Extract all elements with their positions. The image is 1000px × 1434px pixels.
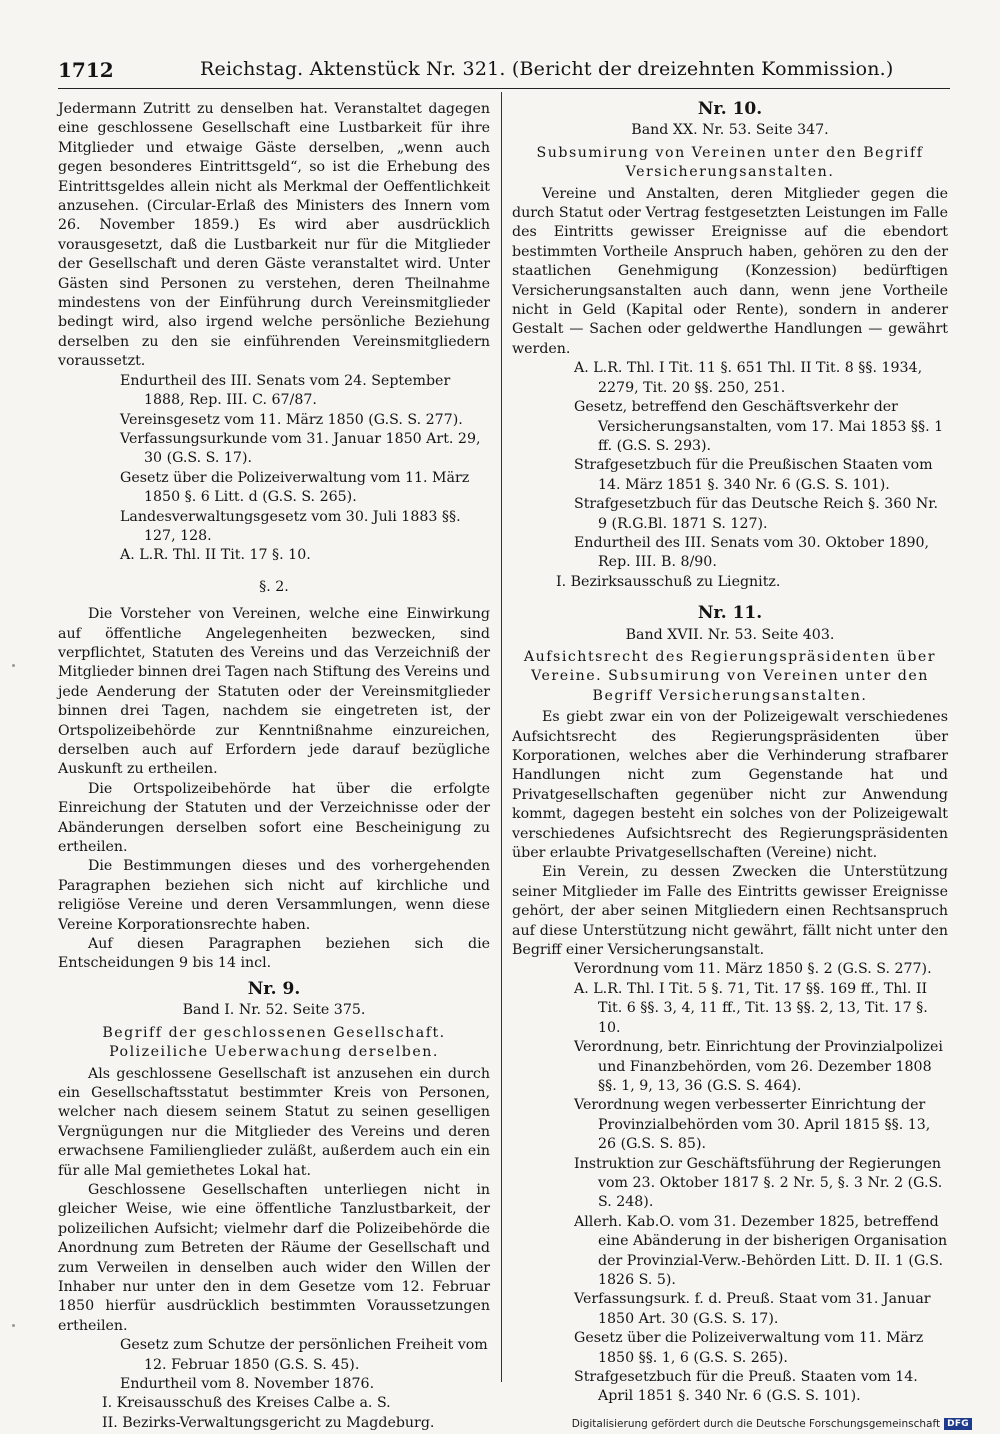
reference: Endurtheil vom 8. November 1876.	[120, 1376, 375, 1392]
margin-mark	[12, 1324, 15, 1327]
reference: Allerh. Kab.O. vom 31. Dezember 1825, betreffend eine Abänderung in der bisherigen Organisation der Provinzial-Verw.-Behörden Litt. D. II. 1 (G.S. 1826 S. 5).	[574, 1213, 948, 1288]
right-column	[512, 100, 948, 1407]
reference: Verfassungsurkunde vom 31. Januar 1850 Art. 29, 30 (G.S. S. 17).	[120, 430, 481, 467]
decision-subject: Subsumirung von Vereinen unter den Begriff Versicherungsanstalten.	[536, 144, 924, 181]
decision-heading: Nr. 11.	[697, 603, 763, 624]
intro-paragraph: Jedermann Zutritt zu denselben hat. Veranstaltet dagegen eine geschlossene Gesellschaft eine Lustbarkeit für ihre Mitglieder und etwaige Gäste derselben, „wenn auch gegen besonderes Eintrittsgeld“, so ist die Erhebung des Eintrittsgeldes allein nicht als Merkmal der Oeffentlichkeit anzusehen. (Circular-Erlaß des Ministers des Innern vom 26. November 1859.) Es wird aber ausdrücklich vorausgesetzt, daß die Lustbarkeit nur für die Mitglieder der Gesellschaft und deren Gäste veranstaltet wird. Unter Gästen sind Personen zu verstehen, deren Theilnahme mindestens von der Einführung durch Vereinsmitglieder bedingt wird, also irgend welche persönliche Beziehung derselben zu den sie einführenden Vereinsmitgliedern voraussetzt.	[58, 101, 490, 370]
decision-paragraph: Vereine und Anstalten, deren Mitglieder gegen die durch Statut oder Vertrag festgesetzten Leistungen im Falle des Eintritts gewisser Ereignisse auf die ebendort bestimmten Vortheile Anspruch haben, gehören zu den der staatlichen Genehmigung (Konzession) bedürftigen Versicherungsanstalten auch dann, wenn jene Vortheile nicht in Geld (Kapital oder Rente), sondern in anderer Gestalt — Sachen oder geldwerthe Handlungen — gewährt werden.	[512, 185, 948, 357]
reference: A. L.R. Thl. I Tit. 5 §. 71, Tit. 17 §§. 169 ff., Thl. II Tit. 6 §§. 3, 4, 11 ff., Tit. 13 §§. 2, 13, Tit. 17 §. 10.	[574, 980, 928, 1036]
section-label: §. 2.	[259, 578, 289, 595]
instance: II. Bezirks-Verwaltungsgericht zu Magdeburg.	[102, 1414, 435, 1431]
reference: Gesetz über die Polizeiverwaltung vom 11. März 1850 §. 6 Litt. d (G.S. S. 265).	[120, 469, 470, 506]
section-paragraph: Auf diesen Paragraphen beziehen sich die Entscheidungen 9 bis 14 incl.	[58, 936, 490, 972]
footer-text: Digitalisierung gefördert durch die Deutsche Forschungsgemeinschaft	[571, 1418, 941, 1430]
left-column	[58, 100, 490, 1433]
decision-paragraph: Geschlossene Gesellschaften unterliegen nicht in gleicher Weise, wie eine öffentliche Tanzlustbarkeit, der polizeilichen Aufsicht; vielmehr darf die Polizeibehörde die Anordnung zum Betreten der Räume der Gesellschaft und zum Verweilen in denselben auch wider den Willen der Inhaber nur unter den in dem Gesetze vom 12. Februar 1850 hierfür ausdrücklich bestimmten Voraussetzungen ertheilen.	[58, 1181, 490, 1334]
decision-paragraph: Es giebt zwar ein von der Polizeigewalt verschiedenes Aufsichtsrecht des Regierungspräsidenten über Korporationen, welches aber die Verhinderung strafbarer Handlungen nicht zum Gegenstande hat und Privatgesellschaften gegenüber nicht zur Anwendung kommt, dagegen besteht ein solches von der Polizeigewalt verschiedenes Aufsichtsrecht des Regierungspräsidenten über erlaubte Privatgesellschaften (Vereine) nicht.	[512, 709, 948, 862]
reference: Gesetz über die Polizeiverwaltung vom 11. März 1850 §§. 1, 6 (G.S. S. 265).	[574, 1330, 924, 1366]
reference: Vereinsgesetz vom 11. März 1850 (G.S. S. 277).	[120, 411, 463, 428]
decision-subject: Begriff der geschlossenen Gesellschaft. Polizeiliche Ueberwachung derselben.	[102, 1024, 446, 1061]
section-paragraph: Die Bestimmungen dieses und des vorhergehenden Paragraphen beziehen sich nicht auf kirchliche und religiöse Vereine und deren Versammlungen, wenn diese Vereine Korporationsrechte haben.	[58, 858, 490, 933]
reference: Verordnung, betr. Einrichtung der Provinzialpolizei und Finanzbehörden, vom 26. Dezember 1808 §§. 1, 9, 13, 36 (G.S. S. 464).	[574, 1039, 943, 1094]
decision-heading: Nr. 10.	[697, 99, 763, 119]
decision-subject: Aufsichtsrecht des Regierungspräsidenten über Vereine. Subsumirung von Vereinen unter den Begriff Versicherungsanstalten.	[523, 648, 937, 704]
reference: Verfassungsurk. f. d. Preuß. Staat vom 31. Januar 1850 Art. 30 (G.S. S. 17).	[574, 1291, 931, 1327]
decision-band: Band XX. Nr. 53. Seite 347.	[631, 122, 829, 139]
decision-paragraph: Als geschlossene Gesellschaft ist anzusehen ein durch ein Gesellschaftsstatut bestimmter Kreis von Personen, welcher nach diesem seinem Statut zu seinen geselligen Vergnügungen nur die Mitglieder des Vereins und deren erwachsene Familienglieder zuläßt, außerdem auch ein ein für alle Mal gemiethetes Lokal hat.	[58, 1065, 490, 1179]
section-paragraph: Die Ortspolizeibehörde hat über die erfolgte Einreichung der Statuten und der Verzeichnisse oder der Abänderungen derselben sofort eine Bescheinigung zu ertheilen.	[58, 780, 490, 856]
decision-band: Band I. Nr. 52. Seite 375.	[182, 1002, 366, 1019]
reference: A. L.R. Thl. II Tit. 17 §. 10.	[120, 547, 311, 564]
reference: Gesetz, betreffend den Geschäftsverkehr der Versicherungsanstalten, vom 17. Mai 1853 §§. 1 ff. (G.S. S. 293).	[574, 399, 944, 454]
reference: Endurtheil des III. Senats vom 30. Oktober 1890, Rep. III. B. 8/90.	[574, 534, 930, 571]
dfg-logo-icon: DFG	[944, 1418, 972, 1430]
running-title: Reichstag. Aktenstück Nr. 321. (Bericht der dreizehnten Kommission.)	[200, 58, 894, 80]
reference: Endurtheil des III. Senats vom 24. September 1888, Rep. III. C. 67/87.	[120, 372, 451, 409]
reference: Instruktion zur Geschäftsführung der Regierungen vom 23. Oktober 1817 §. 2 Nr. 5, §. 3 Nr. 2 (G.S. S. 248).	[574, 1155, 943, 1211]
digitization-footer	[572, 1418, 972, 1430]
reference: Strafgesetzbuch für das Deutsche Reich §. 360 Nr. 9 (R.G.Bl. 1871 S. 127).	[574, 496, 939, 532]
reference: Gesetz zum Schutze der persönlichen Freiheit vom 12. Februar 1850 (G.S. S. 45).	[120, 1337, 488, 1373]
reference: Verordnung vom 11. März 1850 §. 2 (G.S. S. 277).	[574, 961, 932, 978]
column-divider	[501, 92, 502, 1382]
decision-paragraph: Ein Verein, zu dessen Zwecken die Unterstützung seiner Mitglieder im Falle des Eintritts gewisser Ereignisse gehört, der aber seinen Mitgliedern einen Rechtsanspruch auf diese Unterstützung nicht gewährt, fällt nicht unter den Begriff einer Versicherungsanstalt.	[512, 864, 948, 959]
reference: Verordnung wegen verbesserter Einrichtung der Provinzialbehörden vom 30. April 1815 §§. 13, 26 (G.S. S. 85).	[574, 1097, 931, 1153]
reference: Landesverwaltungsgesetz vom 30. Juli 1883 §§. 127, 128.	[120, 508, 461, 544]
instance: I. Bezirksausschuß zu Liegnitz.	[556, 573, 781, 590]
margin-mark	[12, 664, 15, 667]
header-rule	[58, 88, 950, 89]
instance: I. Kreisausschuß des Kreises Calbe a. S.	[102, 1395, 391, 1412]
decision-heading: Nr. 9.	[247, 978, 301, 999]
decision-band: Band XVII. Nr. 53. Seite 403.	[625, 626, 835, 643]
reference: A. L.R. Thl. I Tit. 11 §. 651 Thl. II Tit. 8 §§. 1934, 2279, Tit. 20 §§. 250, 251.	[574, 360, 923, 396]
page-header	[58, 58, 950, 86]
reference: Strafgesetzbuch für die Preuß. Staaten vom 14. April 1851 §. 340 Nr. 6 (G.S. S. 101).	[574, 1369, 918, 1405]
page-number: 1712	[58, 58, 114, 82]
reference: Strafgesetzbuch für die Preußischen Staaten vom 14. März 1851 §. 340 Nr. 6 (G.S. S. 101).	[574, 457, 933, 493]
section-paragraph: Die Vorsteher von Vereinen, welche eine Einwirkung auf öffentliche Angelegenheiten bezwecken, sind verpflichtet, Statuten des Vereins und das Verzeichniß der Mitglieder binnen drei Tagen nach Stiftung des Vereins und jede Aenderung der Statuten oder der Vereinsmitglieder binnen drei Tagen, nachdem sie eingetreten ist, der Ortspolizeibehörde zur Kenntnißnahme einzureichen, derselben auch auf Erfordern jede darauf bezügliche Auskunft zu ertheilen.	[58, 606, 490, 778]
